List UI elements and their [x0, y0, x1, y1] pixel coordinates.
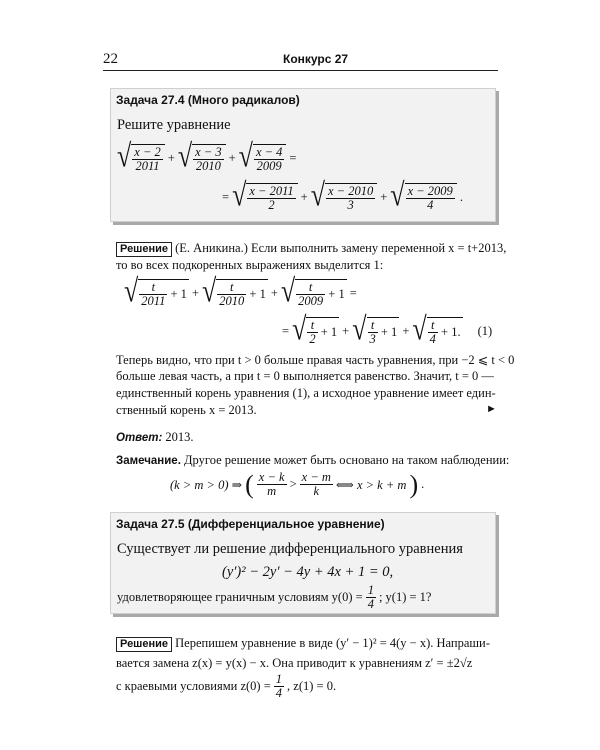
- solution-1-text-1: Теперь видно, что при t > 0 больше правая часть уравнения, при −2 ⩽ t < 0: [116, 353, 515, 367]
- radical: √ $\frac{t}{2}$ + 1: [292, 310, 338, 348]
- radical: √ $\frac{x - 4}{2009}$: [239, 144, 287, 173]
- answer-value: 2013.: [165, 430, 194, 444]
- radical: √ $\frac{x - 2011}{2}$: [232, 183, 298, 212]
- radical: √ $\frac{t}{3}$ + 1: [352, 310, 398, 348]
- solution-2-line-3: с краевыми условиями z(0) = $\frac{1}{4}$ , z(1) = 0.: [116, 672, 337, 700]
- radical: √ $\frac{x - 2010}{3}$: [311, 183, 378, 212]
- section-title: Конкурс 27: [283, 52, 349, 66]
- radical: √ $\frac{t}{4}$ + 1.: [412, 310, 461, 348]
- remark-formula: (k > m > 0) ⇒ ( $\frac{x - k}{m}$ > $\frac{x - m}{k}$ ⟺ x > k + m ) .: [170, 469, 425, 499]
- solution-1-equation-lhs: √ $\frac{t}{2011}$ + 1 + √ $\frac{t}{2010}$ + 1 + √ $\frac{t}{2009}$ + 1 =: [124, 272, 357, 310]
- solution-2-line-2: вается замена z(x) = y(x) − x. Она приводит к уравнениям z′ = ±2√z: [116, 656, 473, 670]
- task-27-5-title: Задача 27.5 (Дифференциальное уравнение): [116, 517, 385, 531]
- radical: √ $\frac{t}{2011}$ + 1: [124, 272, 187, 310]
- solution-2-line-1: Решение Перепишем уравнение в виде (y′ − 1)² = 4(y − x). Напраши-: [116, 636, 490, 652]
- solution-1-text-3: единственный корень уравнения (1), а исходное уравнение имеет един-: [116, 386, 496, 400]
- remark-line: Замечание. Другое решение может быть основано на таком наблюдении:: [116, 453, 510, 467]
- radical: √ $\frac{x - 3}{2010}$: [178, 144, 226, 173]
- solution-1-text-4: ственный корень x = 2013.: [116, 403, 257, 417]
- radical: √ $\frac{t}{2009}$ + 1: [280, 272, 345, 310]
- solution-1-equation-rhs: = √ $\frac{t}{2}$ + 1 + √ $\frac{t}{3}$ + 1 + √ $\frac{t}{4}$ + 1. (1): [282, 310, 493, 348]
- solution-1-text-2: больше левая часть, а при t = 0 выполняется равенство. Значит, t = 0 —: [116, 369, 494, 383]
- task-27-4-prompt: Решите уравнение: [117, 117, 231, 133]
- task-27-5-line-3: удовлетворяющее граничным условиям y(0) = $\frac{1}{4}$ ; y(1) = 1?: [117, 583, 432, 611]
- radical: √ $\frac{x - 2}{2011}$: [117, 144, 165, 173]
- solution-1-line-2: то во всех подкоренных выражениях выделится 1:: [116, 258, 384, 272]
- radical: √ $\frac{t}{2010}$ + 1: [201, 272, 266, 310]
- end-of-solution-icon: ►: [486, 403, 497, 415]
- answer-line: [116, 430, 194, 445]
- radical: √ $\frac{x - 2009}{4}$: [390, 183, 457, 212]
- task-27-5-line-1: Существует ли решение дифференциального уравнения: [117, 541, 463, 557]
- task-27-5-equation: (y′)² − 2y′ − 4y + 4x + 1 = 0,: [222, 564, 394, 580]
- solution-label: Решение: [116, 637, 172, 652]
- equation-number: (1): [477, 324, 493, 338]
- solution-1-line-1: Решение (Е. Аникина.) Если выполнить замену переменной x = t+2013,: [116, 241, 506, 257]
- task-27-4-equation-rhs: = √ $\frac{x - 2011}{2}$ + √ $\frac{x - 2010}{3}$ + √ $\frac{x - 2009}{4}$ .: [222, 176, 463, 214]
- remark-label: Замечание.: [116, 455, 181, 467]
- solution-label: Решение: [116, 242, 172, 257]
- answer-label: Ответ:: [116, 432, 163, 444]
- page-number: 22: [103, 51, 118, 67]
- page-header: [103, 52, 498, 71]
- task-27-4-title: Задача 27.4 (Много радикалов): [116, 93, 300, 107]
- task-27-4-equation-lhs: √ $\frac{x - 2}{2011}$ + √ $\frac{x - 3}{2010}$ + √ $\frac{x - 4}{2009}$ =: [117, 137, 297, 175]
